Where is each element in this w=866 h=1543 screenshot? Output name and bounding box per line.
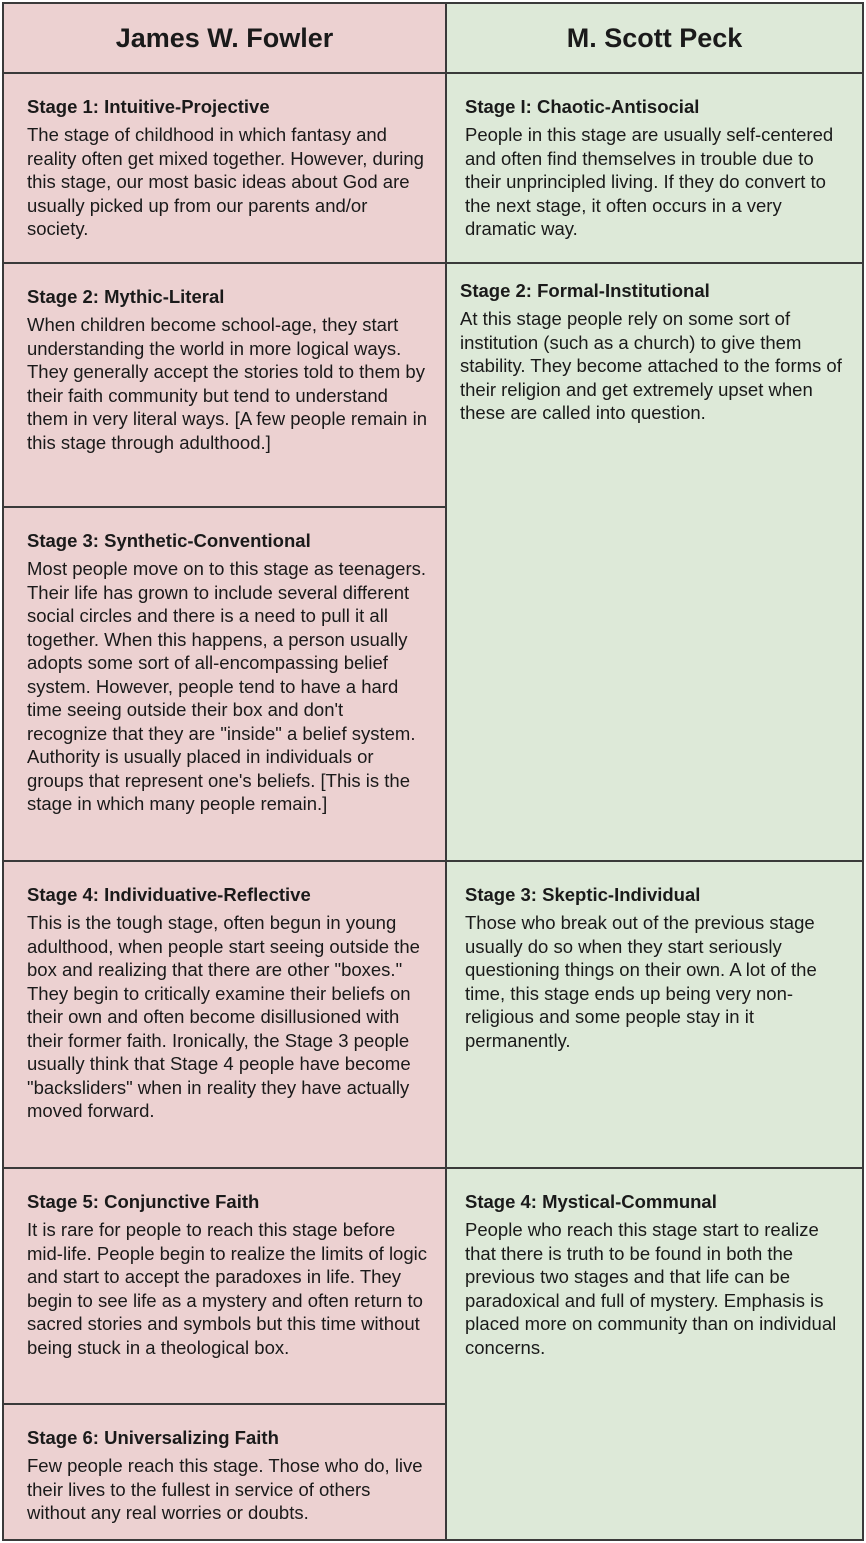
fowler-stage-3 (2, 506, 447, 862)
stage-description: It is rare for people to reach this stage before mid-life. People begin to realize the limits of logic and start to accept the paradoxes in life. They begin to see life as a mystery and often return to sacred stories and symbols but this time without being stuck in a theological box. (27, 1219, 427, 1358)
fowler-header-label: James W. Fowler (115, 22, 334, 53)
stage-title: Stage 5: Conjunctive Faith (27, 1191, 260, 1212)
stage-title: Stage 6: Universalizing Faith (27, 1427, 279, 1448)
stage-description: Few people reach this stage. Those who do, live their lives to the fullest in service of others without any real worries or doubts. (27, 1455, 423, 1523)
peck-stage-2 (445, 262, 864, 862)
stage-title: Stage 4: Individuative-Reflective (27, 884, 311, 905)
stage-title: Stage 1: Intuitive-Projective (27, 96, 270, 117)
peck-stage-1 (445, 72, 864, 264)
stage-title: Stage 3: Synthetic-Conventional (27, 530, 311, 551)
stage-title: Stage 4: Mystical-Communal (465, 1191, 717, 1212)
stage-title: Stage 2: Formal-Institutional (460, 280, 710, 301)
stage-description: The stage of childhood in which fantasy and reality often get mixed together. However, during this stage, our most basic ideas about God are usually picked up from our parents and/or society. (27, 124, 424, 239)
stage-description: Most people move on to this stage as teenagers. Their life has grown to include several different social circles and there is a need to pull it all together. When this happens, a person usually adopts some sort of all-encompassing belief system. However, people tend to have a hard time seeing outside their box and don't recognize that they are "inside" a belief system. Authority is usually placed in individuals or groups that represent one's beliefs. [This is the stage in which many people remain.] (27, 558, 427, 814)
fowler-stage-4 (2, 860, 447, 1169)
fowler-stage-2 (2, 262, 447, 508)
fowler-header (2, 2, 447, 74)
stage-description: This is the tough stage, often begun in young adulthood, when people start seeing outside the box and realizing that there are other "boxes." They begin to critically examine their beliefs on their own and often become disillusioned with their former faith. Ironically, the Stage 3 people usually think that Stage 4 people have become "backsliders" when in reality they have actually moved forward. (27, 912, 420, 1121)
stage-title: Stage 2: Mythic-Literal (27, 286, 225, 307)
peck-stage-3 (445, 860, 864, 1169)
stage-description: When children become school-age, they start understanding the world in more logical ways. They generally accept the stories told to them by their faith community but tend to understand them in very literal ways. [A few people remain in this stage through adulthood.] (27, 314, 427, 453)
fowler-stage-6 (2, 1403, 447, 1541)
stage-title: Stage I: Chaotic-Antisocial (465, 96, 700, 117)
stage-description: At this stage people rely on some sort of institution (such as a church) to give them stability. They become attached to the forms of their religion and get extremely upset when these are called into question. (460, 308, 842, 423)
stage-description: People in this stage are usually self-centered and often find themselves in trouble due to their unprincipled living. If they do convert to the next stage, it often occurs in a very dramatic way. (465, 124, 834, 239)
peck-header (445, 2, 864, 74)
stage-title: Stage 3: Skeptic-Individual (465, 884, 701, 905)
peck-header-label: M. Scott Peck (566, 22, 743, 53)
stage-description: Those who break out of the previous stage usually do so when they start seriously questioning things on their own. A lot of the time, this stage ends up being very non-religious and some people stay in it permanently. (465, 912, 817, 1051)
stage-description: People who reach this stage start to realize that there is truth to be found in both the previous two stages and that life can be paradoxical and full of mystery. Emphasis is placed more on community than on individual concerns. (465, 1219, 837, 1358)
peck-stage-4 (445, 1167, 864, 1541)
fowler-stage-5 (2, 1167, 447, 1405)
fowler-stage-1 (2, 72, 447, 264)
